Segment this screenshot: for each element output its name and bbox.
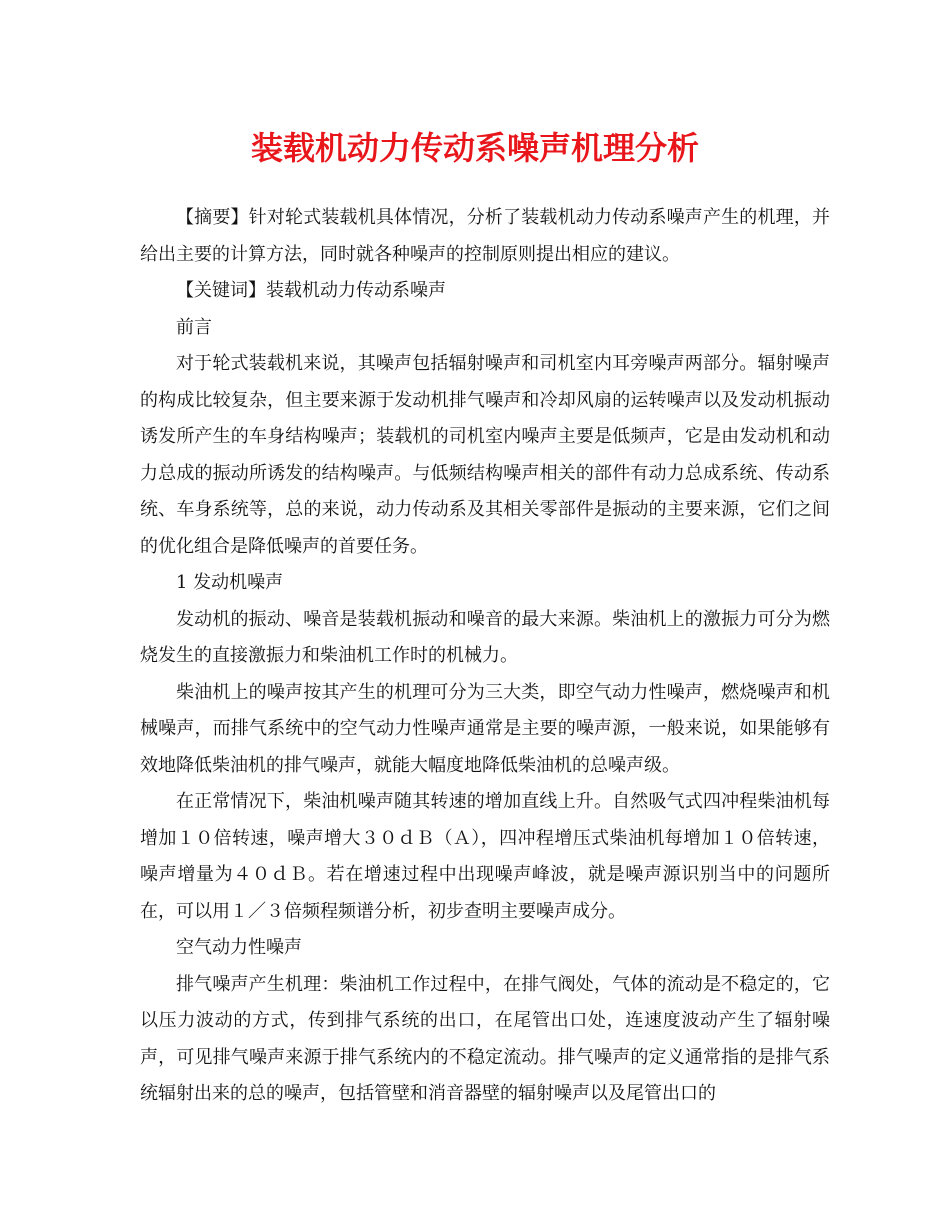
document-title: 装载机动力传动系噪声机理分析 — [250, 129, 699, 167]
section-heading-aerodynamic-noise: 空气动力性噪声 — [176, 937, 302, 958]
keywords-paragraph: 【关键词】装载机动力传动系噪声 — [176, 280, 446, 301]
abstract-paragraph: 【摘要】针对轮式装载机具体情况，分析了装载机动力传动系噪声产生的机理，并给出主要的计算方法，同时就各种噪声的控制原则提出相应的建议。 — [140, 207, 830, 265]
body-paragraph: 排气噪声产生机理：柴油机工作过程中，在排气阀处，气体的流动是不稳定的，它以压力波动的方式，传到排气系统的出口，在尾管出口处，连速度波动产生了辐射噪声，可见排气噪声来源于排气系统内的不稳定流动。排气噪声的定义通常指的是排气系统辐射出来的总的噪声，包括管壁和消音器壁的辐射噪声以及尾管出口的 — [140, 973, 830, 1104]
section-heading-preface: 前言 — [176, 316, 212, 338]
section-heading-engine-noise: 1 发动机噪声 — [176, 572, 284, 593]
body-paragraph: 在正常情况下，柴油机噪声随其转速的增加直线上升。自然吸气式四冲程柴油机每增加１０倍转速，噪声增大３０ｄＢ（Ａ），四冲程增压式柴油机每增加１０倍转速，噪声增量为４０ｄＢ。若在增速过程中出现噪声峰波，就是噪声源识别当中的问题所在，可以用１／３倍频程频谱分析，初步查明主要噪声成分。 — [140, 791, 830, 922]
body-paragraph: 发动机的振动、噪音是装载机振动和噪音的最大来源。柴油机上的激振力可分为燃烧发生的直接激振力和柴油机工作时的机械力。 — [140, 608, 830, 666]
body-paragraph: 柴油机上的噪声按其产生的机理可分为三大类，即空气动力性噪声，燃烧噪声和机械噪声，而排气系统中的空气动力性噪声通常是主要的噪声源，一般来说，如果能够有效地降低柴油机的排气噪声，就能大幅度地降低柴油机的总噪声级。 — [140, 681, 830, 776]
body-paragraph: 对于轮式装载机来说，其噪声包括辐射噪声和司机室内耳旁噪声两部分。辐射噪声的构成比较复杂，但主要来源于发动机排气噪声和冷却风扇的运转噪声以及发动机振动诱发所产生的车身结构噪声；装载机的司机室内噪声主要是低频声，它是由发动机和动力总成的振动所诱发的结构噪声。与低频结构噪声相关的部件有动力总成系统、传动系统、车身系统等，总的来说，动力传动系及其相关零部件是振动的主要来源，它们之间的优化组合是降低噪声的首要任务。 — [140, 353, 830, 557]
document-body — [140, 200, 830, 1113]
